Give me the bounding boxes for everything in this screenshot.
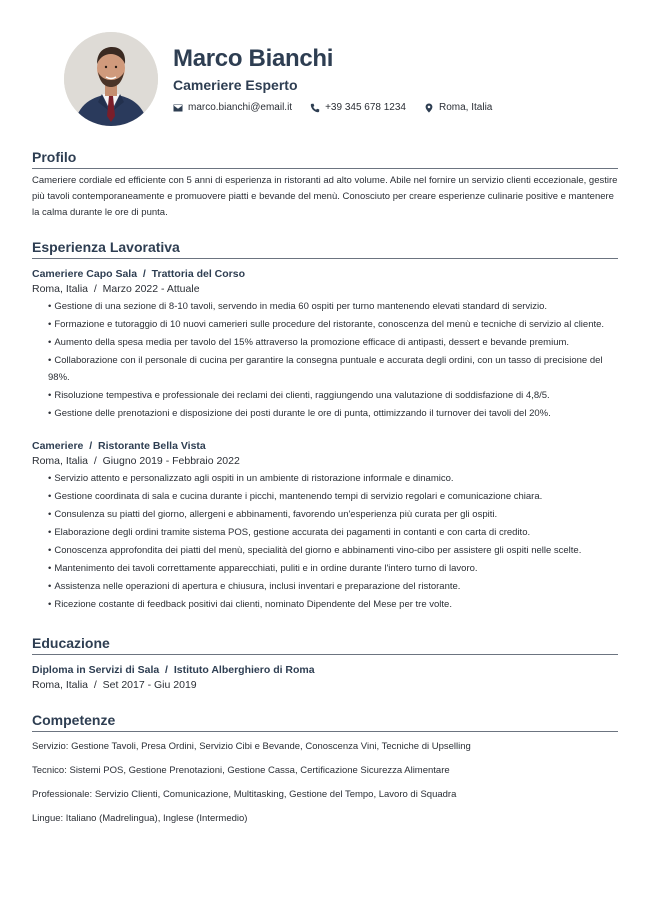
list-item: • Formazione e tutoraggio di 10 nuovi camerieri sulle procedure del ristorante, conoscenza del menù e tecniche di servizio al cliente. xyxy=(48,319,605,330)
skill-line: Professionale: Servizio Clienti, Comunicazione, Multitasking, Gestione del Tempo, Lavoro di Squadra xyxy=(32,788,457,800)
job-entry xyxy=(32,439,618,614)
job-meta-line xyxy=(32,282,618,297)
job-bullets xyxy=(32,299,618,422)
location-pin-icon xyxy=(424,103,434,113)
list-item: • Aumento della spesa media per tavolo del 15% attraverso la promozione efficace di antipasti, dessert e bevande premium. xyxy=(48,337,570,348)
job-location: Roma, Italia xyxy=(32,283,89,295)
job-company: Ristorante Bella Vista xyxy=(97,440,206,452)
contact-phone[interactable] xyxy=(310,102,406,113)
job-location: Roma, Italia xyxy=(32,455,89,467)
contact-email[interactable] xyxy=(173,102,292,113)
list-item: • Gestione delle prenotazioni e disposizione dei posti durante le ore di punta, ottimizzando il turnover dei tavoli del 20%. xyxy=(48,407,551,419)
job-role: Cameriere xyxy=(32,440,84,452)
contact-location xyxy=(424,102,492,113)
contact-list xyxy=(173,102,492,113)
section-heading-education: Educazione xyxy=(32,634,618,655)
profile-summary: Cameriere cordiale ed efficiente con 5 anni di esperienza in ristoranti ad alto volume. Abile nel fornire un servizio clienti eccezionale, gestire più tavoli contemporaneamente e promuovere piatti e bevande del menù. Conosciuto per creare esperienze culinarie positive e mantenere la calma durante le ore di punta. xyxy=(32,175,618,218)
separator: / xyxy=(162,663,171,676)
section-profile xyxy=(32,148,618,221)
job-company: Trattoria del Corso xyxy=(151,268,246,280)
avatar xyxy=(64,32,158,126)
job-role: Cameriere Capo Sala xyxy=(32,268,138,280)
job-period: Marzo 2022 - Attuale xyxy=(102,283,200,295)
candidate-title: Cameriere Esperto xyxy=(173,77,298,93)
section-skills xyxy=(32,711,618,826)
separator: / xyxy=(90,455,100,467)
email-text: marco.bianchi@email.it xyxy=(188,102,293,113)
separator: / xyxy=(86,440,96,452)
education-location: Roma, Italia xyxy=(32,678,89,691)
job-entry xyxy=(32,267,618,422)
list-item: • Ricezione costante di feedback positivi dai clienti, nominato Dipendente del Mese per tre volte. xyxy=(48,599,452,610)
section-heading-experience: Esperienza Lavorativa xyxy=(32,238,618,259)
education-meta-line xyxy=(32,678,618,693)
skill-line: Tecnico: Sistemi POS, Gestione Prenotazioni, Gestione Cassa, Certificazione Sicurezza Alimentare xyxy=(32,764,450,776)
section-heading-profile: Profilo xyxy=(32,148,618,169)
section-experience xyxy=(32,238,618,614)
list-item: • Gestione di una sezione di 8-10 tavoli, servendo in media 60 ospiti per turno mantenendo elevati standard di servizio. xyxy=(48,301,548,312)
list-item: • Assistenza nelle operazioni di apertura e chiusura, inclusi inventari e preparazione del ristorante. xyxy=(48,581,461,592)
skill-line: Lingue: Italiano (Madrelingua), Inglese (Intermedio) xyxy=(32,812,248,824)
list-item: • Servizio attento e personalizzato agli ospiti in un ambiente di ristorazione informale e dinamico. xyxy=(48,473,454,484)
separator: / xyxy=(139,268,149,280)
job-meta-line xyxy=(32,454,618,469)
list-item: • Mantenimento dei tavoli correttamente apparecchiati, puliti e in ordine durante l'intero turno di lavoro. xyxy=(48,563,478,574)
resume-header xyxy=(32,0,618,140)
list-item: • Collaborazione con il personale di cucina per garantire la consegna puntuale e accurata degli ordini, con un tasso di precisione del 98%. xyxy=(48,355,603,383)
education-degree: Diploma in Servizi di Sala xyxy=(32,663,160,676)
name-block xyxy=(173,44,492,113)
list-item: • Risoluzione tempestiva e professionale dei reclami dei clienti, raggiungendo una valutazione di soddisfazione di 4,8/5. xyxy=(48,389,550,401)
separator: / xyxy=(90,678,100,691)
list-item: • Conoscenza approfondita dei piatti del menù, specialità del giorno e abbinamenti vino-cibo per assistere gli ospiti nelle scelte. xyxy=(48,545,582,556)
portrait-photo xyxy=(64,32,158,126)
phone-icon xyxy=(310,103,320,113)
location-text: Roma, Italia xyxy=(439,102,493,113)
education-school: Istituto Alberghiero di Roma xyxy=(173,663,315,676)
section-education xyxy=(32,634,618,693)
phone-text: +39 345 678 1234 xyxy=(325,102,406,113)
list-item: • Gestione coordinata di sala e cucina durante i picchi, mantenendo tempi di servizio regolari e comunicazione chiara. xyxy=(48,491,543,502)
education-period: Set 2017 - Giu 2019 xyxy=(102,678,197,691)
list-item: • Elaborazione degli ordini tramite sistema POS, gestione accurata dei pagamenti in contanti e con carta di credito. xyxy=(48,527,531,538)
list-item: • Consulenza su piatti del giorno, allergeni e abbinamenti, favorendo un'esperienza più curata per gli ospiti. xyxy=(48,509,498,520)
skill-line: Servizio: Gestione Tavoli, Presa Ordini, Servizio Cibi e Bevande, Conoscenza Vini, Tecniche di Upselling xyxy=(32,740,471,752)
section-heading-skills: Competenze xyxy=(32,711,618,732)
job-bullets xyxy=(32,471,618,614)
education-entry xyxy=(32,663,618,693)
email-icon xyxy=(173,103,183,113)
job-title-line xyxy=(32,267,618,282)
separator: / xyxy=(90,283,100,295)
job-title-line xyxy=(32,439,618,454)
job-period: Giugno 2019 - Febbraio 2022 xyxy=(102,455,240,467)
education-title-line xyxy=(32,663,618,678)
candidate-name: Marco Bianchi xyxy=(173,45,334,72)
